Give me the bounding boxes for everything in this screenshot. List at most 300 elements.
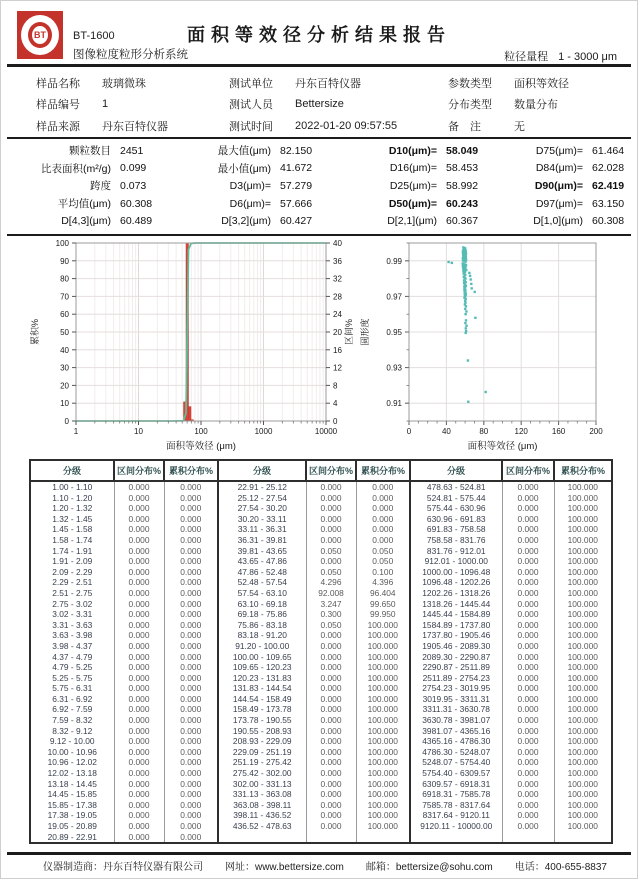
interval-percent-cell: 0.000 [114,747,164,758]
interval-percent-cell: 0.000 [114,514,164,525]
cumulative-percent-cell: 100.000 [356,652,410,663]
size-class-cell: 6309.57 - 6918.31 [410,779,502,790]
cumulative-percent-cell: 0.000 [164,662,218,673]
column-header: 区间分布% [114,460,164,481]
size-class-cell: 2754.23 - 3019.95 [410,683,502,694]
stat-value: 2451 [120,144,144,157]
stat-value: 41.672 [280,162,313,175]
interval-percent-cell: 0.000 [502,620,554,631]
column-header: 区间分布% [502,460,554,481]
stat-label: 最小值(μm) [217,162,271,175]
svg-text:1: 1 [73,427,79,436]
cumulative-percent-cell: 100.000 [356,726,410,737]
interval-percent-cell: 0.050 [306,620,356,631]
table-row [30,779,612,790]
stat-label: D[4,3](μm) [61,215,111,228]
cumulative-percent-cell: 0.000 [164,747,218,758]
interval-percent-cell: 4.296 [306,577,356,588]
stat-label: D84(μm)= [535,162,583,175]
cumulative-percent-cell: 100.000 [554,556,612,567]
interval-percent-cell: 0.000 [306,630,356,641]
interval-percent-cell: 0.000 [114,800,164,811]
cumulative-percent-cell: 100.000 [554,609,612,620]
stat-label: D10(μm)= [388,144,437,157]
table-row [30,768,612,779]
stat-label: D16(μm)= [389,162,437,175]
stat-value: 60.367 [446,215,479,228]
interval-percent-cell: 0.000 [502,609,554,620]
stat-cell [15,142,143,160]
interval-percent-cell: 0.000 [306,726,356,737]
stat-cell [15,195,152,213]
interval-percent-cell: 0.000 [502,599,554,610]
cumulative-percent-cell: 100.000 [356,683,410,694]
size-class-cell: 4.37 - 4.79 [30,652,114,663]
svg-text:32: 32 [333,274,342,284]
interval-percent-cell: 0.000 [502,757,554,768]
cumulative-percent-cell: 0.000 [164,673,218,684]
size-class-cell: 5.25 - 5.75 [30,673,114,684]
interval-percent-cell: 0.000 [502,524,554,535]
cumulative-percent-cell: 0.000 [164,577,218,588]
cumulative-percent-cell: 96.404 [356,588,410,599]
svg-text:区间%: 区间% [344,318,354,346]
cumulative-percent-cell: 100.000 [356,789,410,800]
cumulative-percent-cell: 0.000 [164,567,218,578]
svg-text:50: 50 [60,328,69,337]
stat-cell [469,177,624,195]
cumulative-percent-cell: 100.000 [356,630,410,641]
size-class-cell: 1.20 - 1.32 [30,503,114,514]
cumulative-percent-cell: 0.000 [164,641,218,652]
size-class-cell: 8.32 - 9.12 [30,726,114,737]
size-class-cell: 190.55 - 208.93 [218,726,306,737]
divider [7,852,631,855]
cumulative-percent-cell: 100.000 [554,789,612,800]
size-class-cell: 758.58 - 831.76 [410,535,502,546]
stat-cell [469,160,624,178]
size-class-cell: 1.45 - 1.58 [30,524,114,535]
size-class-cell: 15.85 - 17.38 [30,800,114,811]
stat-label: D[1,0](μm) [533,215,583,228]
size-class-cell: 57.54 - 63.10 [218,588,306,599]
stat-value: 60.489 [120,215,153,228]
stat-value: 0.099 [120,162,147,175]
size-class-cell: 2.51 - 2.75 [30,588,114,599]
table-row [30,662,612,673]
size-class-cell: 1000.00 - 1096.48 [410,567,502,578]
svg-text:80: 80 [479,427,489,436]
field-value: 1 [102,98,109,111]
cumulative-percent-cell: 99.650 [356,599,410,610]
sample-info-item [229,72,444,94]
stat-cell [469,195,624,213]
cumulative-percent-cell: 0.000 [164,694,218,705]
cumulative-percent-cell: 0.000 [356,535,410,546]
svg-text:4: 4 [333,399,338,409]
interval-percent-cell: 0.000 [502,493,554,504]
size-range-value: 1 - 3000 μm [558,51,617,63]
svg-text:120: 120 [514,427,528,436]
interval-percent-cell: 0.000 [114,683,164,694]
interval-percent-cell: 0.000 [502,641,554,652]
cumulative-percent-cell: 100.000 [554,546,612,557]
stat-value: 61.464 [592,144,625,157]
table-row [30,503,612,514]
size-class-cell: 17.38 - 19.05 [30,810,114,821]
size-class-cell: 14.45 - 15.85 [30,789,114,800]
field-label: 测试人员 [229,99,273,112]
cumulative-percent-cell: 100.000 [554,514,612,525]
cumulative-percent-cell: 0.000 [164,768,218,779]
table-row [30,726,612,737]
size-class-cell: 1.58 - 1.74 [30,535,114,546]
cumulative-percent-cell: 0.000 [164,546,218,557]
stat-value: 57.279 [280,179,313,192]
interval-percent-cell: 0.000 [114,768,164,779]
cumulative-percent-cell: 0.000 [164,620,218,631]
cumulative-percent-cell: 0.000 [164,704,218,715]
stat-cell [469,142,624,160]
stat-cell [159,212,312,230]
cumulative-percent-cell: 100.000 [356,768,410,779]
interval-percent-cell: 0.000 [306,524,356,535]
svg-text:面积等效径 (μm): 面积等效径 (μm) [467,441,538,452]
interval-percent-cell: 0.000 [306,493,356,504]
interval-percent-cell: 0.000 [502,800,554,811]
stat-value: 60.243 [446,197,479,210]
size-class-cell: 4786.30 - 5248.07 [410,747,502,758]
cumulative-percent-cell: 0.000 [164,821,218,832]
interval-percent-cell: 0.000 [502,673,554,684]
size-class-cell: 19.05 - 20.89 [30,821,114,832]
size-class-cell: 1.74 - 1.91 [30,546,114,557]
footer-value: www.bettersize.com [254,862,344,873]
field-label: 样品名称 [36,77,80,90]
cumulative-percent-cell: 100.000 [554,757,612,768]
size-class-cell: 1905.46 - 2089.30 [410,641,502,652]
interval-percent-cell: 0.000 [306,800,356,811]
size-class-cell: 4365.16 - 4786.30 [410,736,502,747]
cumulative-percent-cell: 0.050 [356,556,410,567]
interval-percent-cell: 0.000 [502,715,554,726]
size-class-cell: 2.09 - 2.29 [30,567,114,578]
svg-text:30: 30 [60,363,69,373]
distribution-charts-svg [1,238,638,457]
interval-percent-cell: 0.000 [114,662,164,673]
footer-label: 电话： [514,862,545,873]
size-class-cell: 331.13 - 363.08 [218,789,306,800]
interval-percent-cell: 0.000 [502,503,554,514]
divider [7,137,631,139]
cumulative-percent-cell: 0.000 [356,481,410,493]
cumulative-percent-cell: 0.050 [356,546,410,557]
size-class-cell: 436.52 - 478.63 [218,821,306,832]
field-value: 数量分布 [514,99,558,112]
cumulative-percent-cell: 100.000 [554,577,612,588]
interval-percent-cell: 0.050 [306,567,356,578]
size-class-cell: 5754.40 - 6309.57 [410,768,502,779]
svg-text:40: 40 [333,239,342,248]
cumulative-percent-cell: 100.000 [554,704,612,715]
cumulative-percent-cell: 100.000 [554,736,612,747]
interval-percent-cell: 0.000 [502,514,554,525]
stat-cell [319,160,478,178]
table-row [30,556,612,567]
stat-cell [159,142,312,160]
size-class-cell: 1.10 - 1.20 [30,493,114,504]
interval-percent-cell: 0.000 [306,747,356,758]
cumulative-percent-cell: 100.000 [356,747,410,758]
size-class-cell: 5.75 - 6.31 [30,683,114,694]
footer-item [366,858,493,873]
stat-value: 58.992 [446,179,479,192]
table-row [30,747,612,758]
interval-percent-cell: 0.000 [306,556,356,567]
cumulative-percent-cell: 100.000 [356,704,410,715]
size-class-cell [218,832,306,844]
size-class-cell: 6.92 - 7.59 [30,704,114,715]
cumulative-percent-cell: 0.000 [164,652,218,663]
cumulative-percent-cell: 0.000 [164,683,218,694]
stat-value: 62.419 [592,179,625,192]
stat-value: 63.150 [592,197,625,210]
size-class-cell [410,832,502,844]
report-title: 面积等效径分析结果报告 [187,25,451,45]
size-class-cell: 3.31 - 3.63 [30,620,114,631]
size-class-cell: 39.81 - 43.65 [218,546,306,557]
interval-percent-cell: 0.000 [114,556,164,567]
size-class-cell: 275.42 - 302.00 [218,768,306,779]
stats-row [1,195,637,213]
stat-label: D97(μm)= [535,197,583,210]
table-row [30,609,612,620]
stat-value: 62.028 [592,162,625,175]
cumulative-percent-cell: 100.000 [554,503,612,514]
size-class-cell: 1202.26 - 1318.26 [410,588,502,599]
cumulative-percent-cell: 100.000 [554,715,612,726]
size-class-cell: 10.96 - 12.02 [30,757,114,768]
bettersize-logo [17,11,63,59]
cumulative-percent-cell: 0.000 [164,800,218,811]
interval-percent-cell: 0.000 [502,726,554,737]
cumulative-percent-cell [554,832,612,844]
interval-percent-cell: 0.000 [502,652,554,663]
size-class-cell: 9120.11 - 10000.00 [410,821,502,832]
interval-percent-cell: 0.000 [502,588,554,599]
stat-label: 平均值(μm) [57,198,111,211]
interval-percent-cell: 0.000 [114,641,164,652]
stat-label: 比表面积(m²/g) [41,162,111,175]
logo-circle-icon [21,15,59,55]
stat-label: D25(μm)= [389,179,437,192]
svg-text:20: 20 [333,328,342,337]
stat-cell [159,195,312,213]
svg-text:70: 70 [60,292,69,302]
column-header: 累积分布% [554,460,612,481]
interval-percent-cell: 0.000 [114,588,164,599]
interval-percent-cell: 0.000 [114,715,164,726]
charts-section [1,238,638,457]
interval-percent-cell: 0.000 [114,757,164,768]
interval-percent-cell: 0.000 [114,481,164,493]
footer-item [225,858,344,873]
size-class-cell: 3630.78 - 3981.07 [410,715,502,726]
cumulative-percent-cell: 0.000 [164,789,218,800]
cumulative-percent-cell: 0.000 [356,493,410,504]
cumulative-percent-cell: 0.000 [164,810,218,821]
interval-percent-cell: 0.000 [306,481,356,493]
interval-percent-cell: 0.000 [114,704,164,715]
size-class-cell: 36.31 - 39.81 [218,535,306,546]
table-row [30,652,612,663]
svg-text:10: 10 [60,399,69,409]
interval-percent-cell: 0.000 [114,810,164,821]
size-class-cell: 398.11 - 436.52 [218,810,306,821]
table-row [30,800,612,811]
stat-label: 跨度 [90,180,111,193]
stat-cell [319,212,478,230]
stat-cell [319,177,478,195]
sample-info-item [448,115,628,137]
stats-row [1,142,637,160]
sample-info-item [36,115,226,137]
stat-cell [15,160,146,178]
stat-cell [159,160,312,178]
cumulative-percent-cell: 100.000 [554,800,612,811]
cumulative-percent-cell: 0.000 [164,493,218,504]
divider [7,234,631,237]
interval-percent-cell: 0.000 [114,609,164,620]
cumulative-percent-cell: 100.000 [554,630,612,641]
stat-value: 58.049 [446,144,479,157]
stat-cell [319,195,478,213]
cumulative-percent-cell: 0.000 [164,715,218,726]
table-row [30,546,612,557]
cumulative-percent-cell: 100.000 [554,652,612,663]
field-value: 丹东百特仪器 [295,77,361,90]
stat-cell [159,177,312,195]
size-class-cell: 6.31 - 6.92 [30,694,114,705]
interval-percent-cell: 0.000 [114,821,164,832]
interval-percent-cell: 0.000 [502,747,554,758]
size-class-cell: 7585.78 - 8317.64 [410,800,502,811]
cumulative-percent-cell: 0.000 [164,832,218,844]
stat-cell [319,142,478,160]
size-class-cell: 478.63 - 524.81 [410,481,502,493]
svg-text:200: 200 [589,427,603,436]
svg-text:20: 20 [60,381,69,391]
cumulative-percent-cell: 100.000 [554,588,612,599]
cumulative-percent-cell: 0.000 [356,524,410,535]
size-class-cell: 1096.48 - 1202.26 [410,577,502,588]
interval-percent-cell: 0.000 [502,546,554,557]
cumulative-percent-cell: 100.000 [554,524,612,535]
stat-label: D6(μm)= [229,197,271,210]
interval-percent-cell: 0.000 [502,567,554,578]
cumulative-percent-cell: 100.000 [356,736,410,747]
cumulative-percent-cell: 0.000 [164,779,218,790]
cumulative-percent-cell: 0.000 [164,609,218,620]
size-class-cell: 1.91 - 2.09 [30,556,114,567]
svg-text:100: 100 [194,427,208,436]
stat-label: D[3,2](μm) [221,215,271,228]
svg-text:100: 100 [55,239,69,248]
size-class-cell: 33.11 - 36.31 [218,524,306,535]
stat-label: 最大值(μm) [217,145,271,158]
size-class-cell: 691.83 - 758.58 [410,524,502,535]
footer-value: 400-655-8837 [544,862,607,873]
svg-text:圆形度: 圆形度 [360,318,370,346]
stat-label: D75(μm)= [535,144,583,157]
table-row [30,577,612,588]
size-class-cell: 22.91 - 25.12 [218,481,306,493]
cumulative-percent-cell: 0.000 [164,514,218,525]
stat-label: D90(μm)= [534,179,583,192]
svg-text:40: 40 [441,427,451,436]
cumulative-percent-cell [356,832,410,844]
size-class-cell: 75.86 - 83.18 [218,620,306,631]
stat-cell [15,212,152,230]
sample-info-item [36,94,226,116]
cumulative-percent-cell: 100.000 [554,673,612,684]
size-class-cell: 12.02 - 13.18 [30,768,114,779]
size-class-cell: 2290.87 - 2511.89 [410,662,502,673]
interval-percent-cell: 0.000 [502,694,554,705]
size-class-cell: 27.54 - 30.20 [218,503,306,514]
field-value: 玻璃微珠 [102,77,146,90]
cumulative-percent-cell: 100.000 [356,641,410,652]
cumulative-percent-cell: 100.000 [554,747,612,758]
cumulative-percent-cell: 100.000 [554,535,612,546]
cumulative-percent-cell: 0.000 [356,503,410,514]
footer-item [515,858,607,873]
size-class-cell: 3019.95 - 3311.31 [410,694,502,705]
size-class-cell: 6918.31 - 7585.78 [410,789,502,800]
sample-info-item [229,115,444,137]
cumulative-percent-cell: 100.000 [554,641,612,652]
size-class-cell: 302.00 - 331.13 [218,779,306,790]
svg-text:40: 40 [60,345,69,355]
table-row [30,810,612,821]
interval-percent-cell: 0.000 [502,683,554,694]
field-value: 丹东百特仪器 [102,120,168,133]
size-class-cell: 2.29 - 2.51 [30,577,114,588]
interval-percent-cell: 0.000 [306,757,356,768]
cumulative-percent-cell: 0.000 [164,630,218,641]
field-value: Bettersize [295,98,344,111]
table-row [30,567,612,578]
field-value: 2022-01-20 09:57:55 [295,119,398,132]
interval-percent-cell: 0.000 [114,673,164,684]
interval-percent-cell: 0.000 [306,694,356,705]
cumulative-percent-cell: 0.000 [164,535,218,546]
footer-value: 丹东百特仪器有限公司 [103,862,203,873]
svg-text:36: 36 [333,256,342,266]
field-label: 参数类型 [448,77,492,90]
interval-percent-cell: 0.000 [306,715,356,726]
size-class-cell: 91.20 - 100.00 [218,641,306,652]
interval-percent-cell: 0.000 [114,567,164,578]
interval-percent-cell: 0.000 [114,779,164,790]
size-class-cell: 158.49 - 173.78 [218,704,306,715]
interval-percent-cell: 0.000 [306,810,356,821]
interval-percent-cell: 92.008 [306,588,356,599]
interval-percent-cell: 0.000 [114,726,164,737]
cumulative-percent-cell: 100.000 [356,800,410,811]
sample-info-column [448,72,628,137]
stat-cell [15,177,146,195]
